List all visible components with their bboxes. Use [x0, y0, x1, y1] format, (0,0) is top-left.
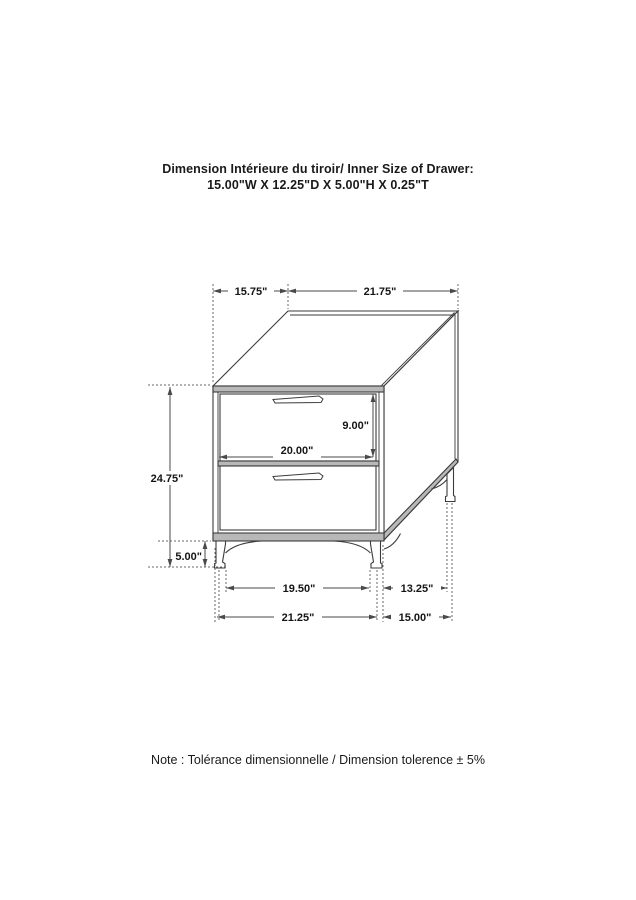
dim-label-top-depth: 15.75"	[234, 286, 268, 298]
dim-label-front-leg-spacing: 19.50"	[282, 583, 316, 595]
front-right-leg-bracket	[334, 541, 371, 553]
front-left-leg	[215, 541, 226, 568]
title-line-measurements: 15.00"W X 12.25"D X 5.00"H X 0.25"T	[207, 178, 429, 192]
base-rail-band	[213, 533, 384, 541]
dim-label-overall-width: 21.25"	[281, 612, 315, 624]
dim-label-drawer-height: 9.00"	[342, 420, 369, 432]
dim-label-top-width: 21.75"	[363, 286, 397, 298]
dim-label-overall-height: 24.75"	[150, 473, 184, 485]
dim-label-drawer-width: 20.00"	[280, 445, 314, 457]
front-right-leg	[371, 541, 383, 568]
dim-label-overall-depth: 15.00"	[398, 612, 432, 624]
title-line-french-english: Dimension Intérieure du tiroir/ Inner Size of Drawer:	[162, 162, 474, 176]
dim-label-leg-height: 5.00"	[175, 551, 202, 563]
drawer-divider-rail	[218, 461, 379, 466]
cabinet-outline	[213, 311, 458, 568]
dim-label-side-leg-spacing: 13.25"	[400, 583, 434, 595]
front-left-leg-bracket	[226, 541, 263, 553]
front-top-edge-band	[213, 386, 384, 392]
tolerance-note: Note : Tolérance dimensionnelle / Dimension tolerence ± 5%	[151, 753, 485, 767]
